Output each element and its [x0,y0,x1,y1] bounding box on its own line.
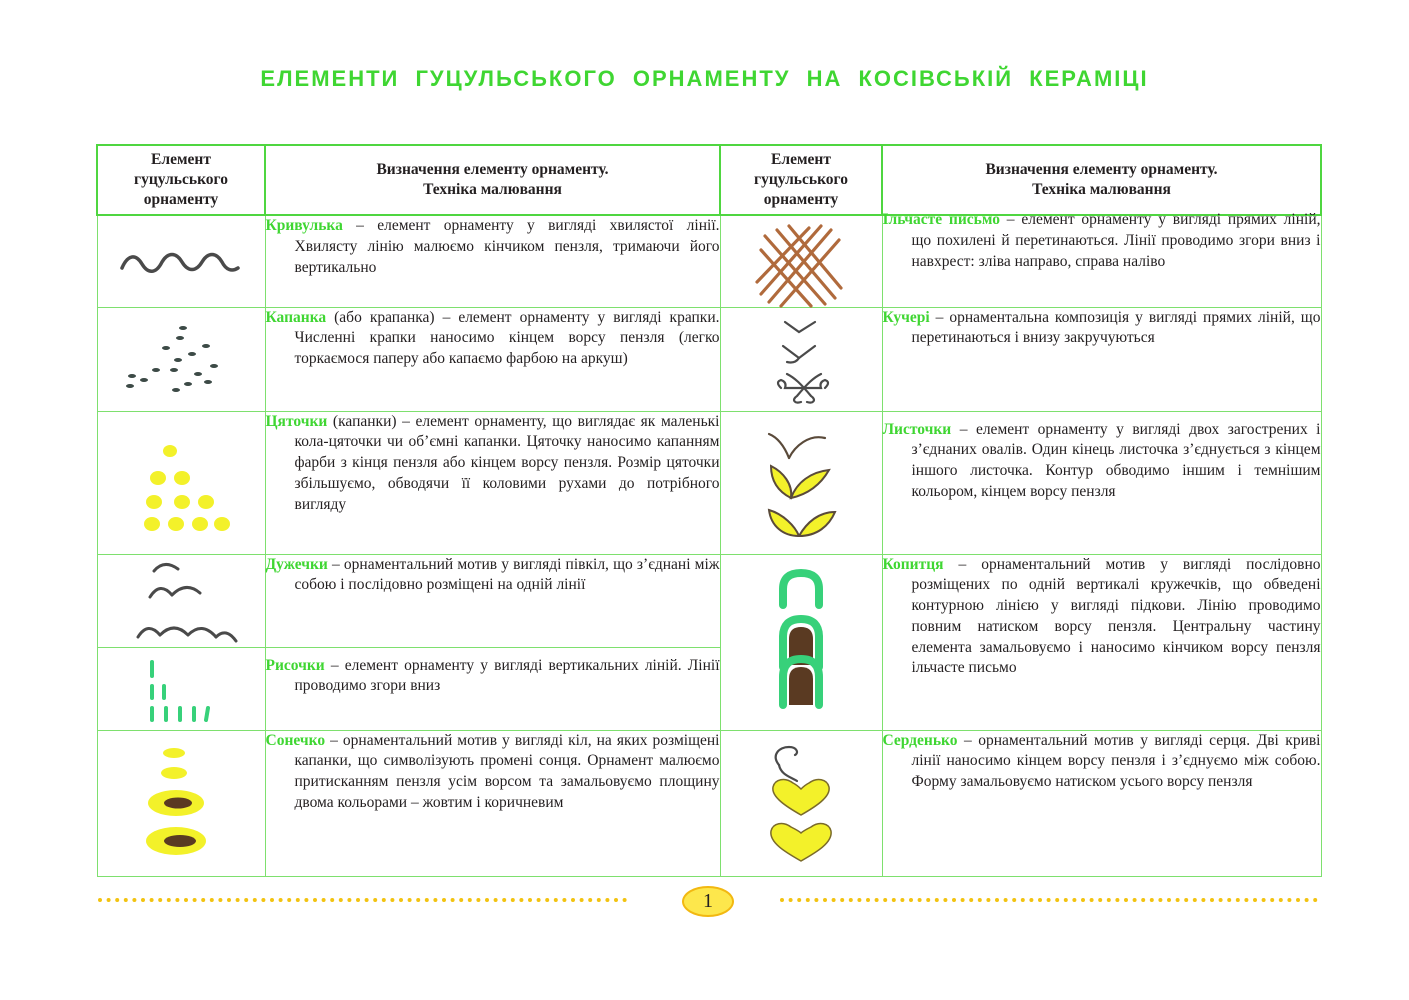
kapanka-description: Капанка (або крапанка) – елемент орнаменту у вигляді крапки. Численні крапки наносимо кінцем ворсу пензля (легко торкаємося паперу або капаємо фарбою на аркуш) [265,307,720,411]
kryvulka-wave-icon [98,216,266,308]
serdenko-cell [720,730,882,876]
duzhechky-icon [98,555,266,648]
ilchaste-cell [720,215,882,307]
ilchaste-pysmo-icon [721,216,883,308]
duzhechky-description: Дужечки – орнаментальний мотив у вигляді півкіл, що з’єднані між собою і послідовно розміщені на одній лінії [265,554,720,647]
tsiatochky-cell [97,411,265,554]
ornament-table [96,144,1322,877]
footer-dots-right [778,896,1320,904]
rysochky-description: Рисочки – елемент орнаменту у вигляді вертикальних ліній. Лінії проводимо згори вниз [265,647,720,730]
footer-dots-left [96,896,636,904]
table-row [97,730,1321,876]
kucheri-cell [720,307,882,411]
lystochky-cell [720,411,882,554]
ilchaste-description: Ільчасте письмо – елемент орнаменту у вигляді прямих ліній, що похилені й перетинаються. Лінії проводимо згори вниз і навхрест: зліва направо, справа наліво [882,215,1321,307]
kopytsia-description: Копитця – орнаментальний мотив у вигляді послідовно розміщених по одній вертикалі кружечків, що обведені контурною лінією у вигляді підкови. Лінію проводимо повним натиском ворсу пензля. Центральну частину елемента замальовуємо і наносимо кінчиком ворсу пензля ільчасте письмо [882,554,1321,730]
kopytsia-icon [721,555,883,731]
duzhechky-cell [97,554,265,647]
kapanka-cell [97,307,265,411]
header-definition-right: Визначення елементу орнаменту. Техніка малювання [882,145,1321,215]
table-row [97,554,1321,647]
lystochky-icon [721,412,883,555]
table-row [97,215,1321,307]
header-definition-left: Визначення елементу орнаменту. Техніка малювання [265,145,720,215]
sonechko-description: Сонечко – орнаментальний мотив у вигляді кіл, на яких розміщені капанки, що символізують промені сонця. Орнамент малюємо притисканням пензля усім ворсом та замальовуємо площину двома кольорами – жовтим і коричневим [265,730,720,876]
kopytsia-cell [720,554,882,730]
serdenko-description: Серденько – орнаментальний мотив у вигляді серця. Дві криві лінії наносимо кінцем ворсу пензля і з’єднуємо між собою. Форму замальовуємо натиском усього ворсу пензля [882,730,1321,876]
table-row [97,307,1321,411]
sonechko-cell [97,730,265,876]
kucheri-icon [721,308,883,412]
page-title: ЕЛЕМЕНТИ ГУЦУЛЬСЬКОГО ОРНАМЕНТУ НА КОСІВСЬКІЙ КЕРАМІЦІ [260,66,1149,91]
kryvulka-cell [97,215,265,307]
rysochky-cell [97,647,265,730]
page-number: 1 [682,886,734,917]
lystochky-description: Листочки – елемент орнаменту у вигляді двох загострених і з’єднаних овалів. Один кінець листочка з’єднується з кінцем іншого листочка. Контур обводимо іншим і темнішим кольором, кінцем ворсу пензля [882,411,1321,554]
sonechko-icon [98,731,266,877]
kryvulka-description: Кривулька – елемент орнаменту у вигляді хвилястої лінії. Хвилясту лінію малюємо кінчиком пензля, тримаючи його вертикально [265,215,720,307]
table-header-row [97,145,1321,215]
header-element-left: Елемент гуцульського орнаменту [97,145,265,215]
kucheri-description: Кучері – орнаментальна композиція у вигляді прямих ліній, що перетинаються і внизу закручуються [882,307,1321,411]
tsiatochky-icon [98,412,266,555]
table-row [97,411,1321,554]
kapanka-dots-icon [98,308,266,412]
tsiatochky-description: Цяточки (капанки) – елемент орнаменту, що виглядає як маленькі кола-цяточки чи об’ємні капанки. Цяточку наносимо капанням фарби з кінця пензля або кінцем ворсу пензля. Розмір цяточки збільшуємо, обводячи її коловими рухами до потрібного вигляду [265,411,720,554]
serdenko-icon [721,731,883,877]
rysochky-icon [98,648,266,731]
header-element-right: Елемент гуцульського орнаменту [720,145,882,215]
